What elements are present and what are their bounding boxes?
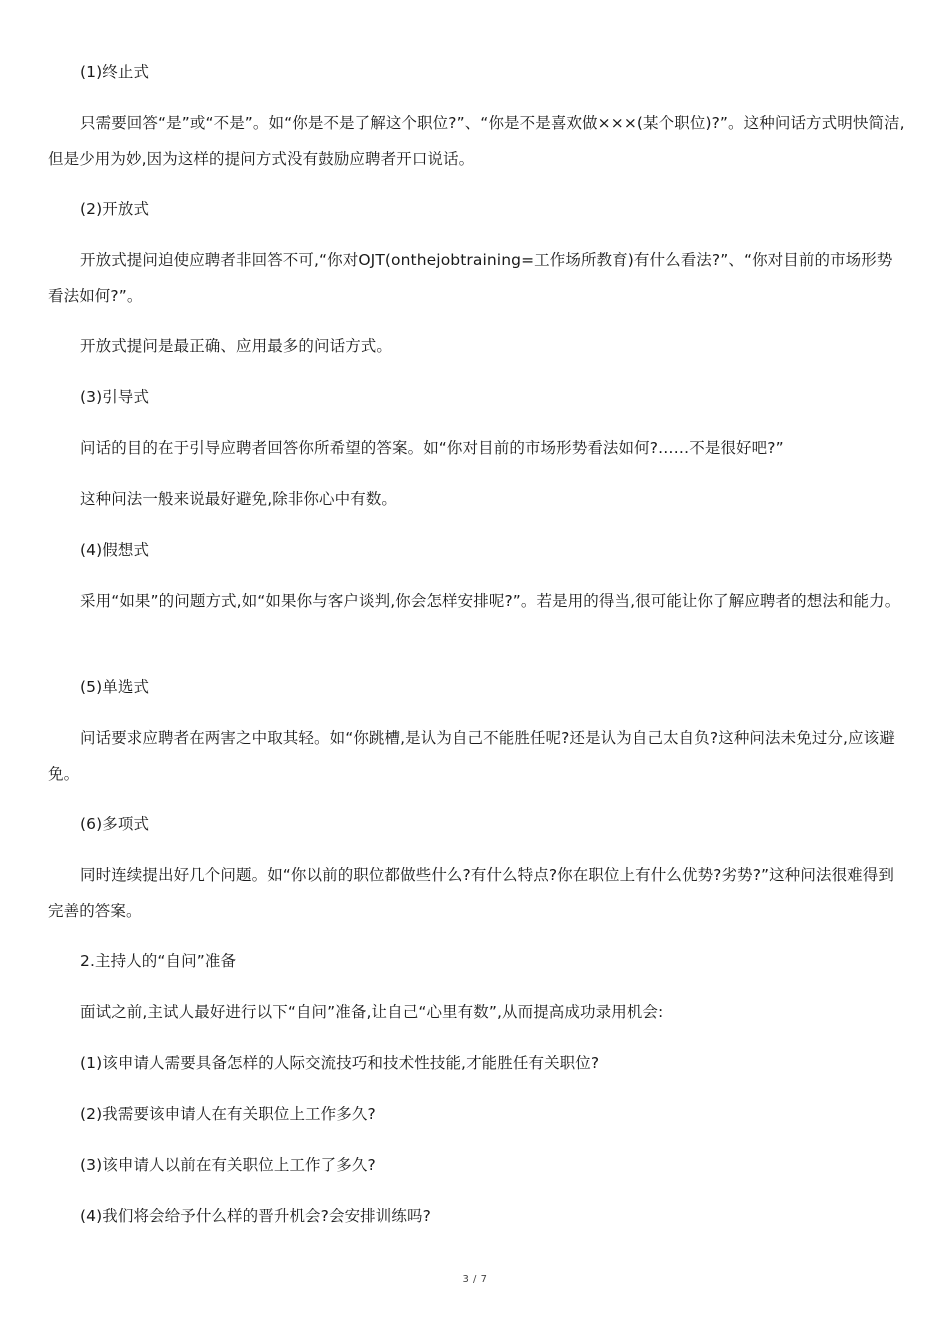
paragraph-self-questioning-intro: 面试之前,主试人最好进行以下“自问”准备,让自己“心里有数”,从而提高成功录用机会: — [80, 1003, 664, 1021]
paragraph-leading-question: 问话的目的在于引导应聘者回答你所希望的答案。如“你对目前的市场形势看法如何?……不是很好吧?” — [80, 439, 784, 457]
paragraph-open-question: 开放式提问迫使应聘者非回答不可,“你对OJT(onthejobtraining=工作场所教育)有什么看法?”、“你对目前的市场形势看法如何?”。 — [48, 251, 893, 305]
heading-single-choice-question: (5)单选式 — [80, 678, 150, 696]
heading-leading-question: (3)引导式 — [80, 388, 150, 406]
paragraph-closed-question: 只需要回答“是”或“不是”。如“你是不是了解这个职位?”、“你是不是喜欢做×××(某个职位)?”。这种问话方式明快简洁,但是少用为妙,因为这样的提问方式没有鼓励应聘者开口说话。 — [48, 114, 905, 168]
list-item-self-question-1: (1)该申请人需要具备怎样的人际交流技巧和技术性技能,才能胜任有关职位? — [80, 1054, 600, 1072]
heading-open-question: (2)开放式 — [80, 200, 150, 218]
paragraph-hypothetical-question: 采用“如果”的问题方式,如“如果你与客户谈判,你会怎样安排呢?”。若是用的得当,很可能让你了解应聘者的想法和能力。 — [80, 592, 901, 610]
section-heading-self-questioning: 2.主持人的“自问”准备 — [80, 952, 237, 970]
page-number: 3 / 7 — [462, 1274, 488, 1285]
heading-multiple-question: (6)多项式 — [80, 815, 150, 833]
paragraph-open-question-note: 开放式提问是最正确、应用最多的问话方式。 — [80, 337, 393, 355]
heading-closed-question: (1)终止式 — [80, 63, 150, 81]
heading-hypothetical-question: (4)假想式 — [80, 541, 150, 559]
paragraph-leading-question-note: 这种问法一般来说最好避免,除非你心中有数。 — [80, 490, 398, 508]
list-item-self-question-4: (4)我们将会给予什么样的晋升机会?会安排训练吗? — [80, 1207, 431, 1225]
list-item-self-question-3: (3)该申请人以前在有关职位上工作了多久? — [80, 1156, 376, 1174]
paragraph-single-choice-question: 问话要求应聘者在两害之中取其轻。如“你跳槽,是认为自己不能胜任呢?还是认为自己太自负?这种问法未免过分,应该避免。 — [48, 729, 895, 783]
paragraph-multiple-question: 同时连续提出好几个问题。如“你以前的职位都做些什么?有什么特点?你在职位上有什么优势?劣势?”这种问法很难得到完善的答案。 — [48, 866, 894, 920]
list-item-self-question-2: (2)我需要该申请人在有关职位上工作多久? — [80, 1105, 376, 1123]
